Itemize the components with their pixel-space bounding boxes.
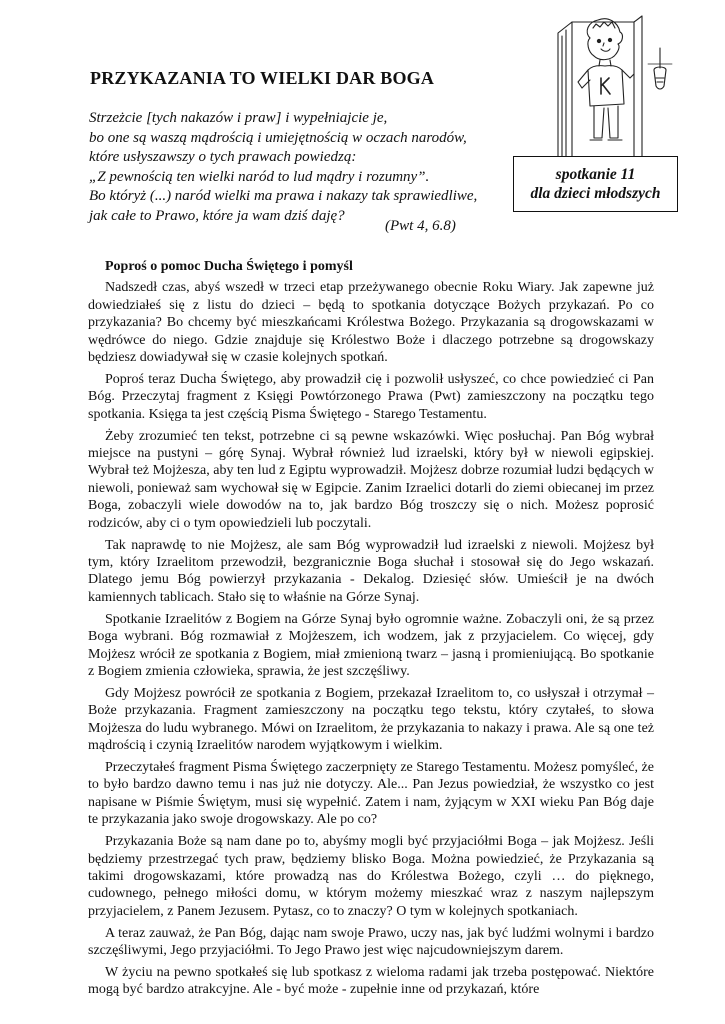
scripture-reference: (Pwt 4, 6.8) [385, 218, 456, 234]
paragraph: Przykazania Boże są nam dane po to, abyśmy mogli być przyjaciółmi Boga – jak Mojżesz. Jeśli będziemy przestrzegać tych praw, będziemy blisko Boga. Można powiedzieć, że Przykazania są takimi drogowskazami, które prowadzą nas do Królestwa Bożego, czyli … do pięknego, cudownego, pełnego miłości domu, w którym możemy mieszkać wraz z naszym najlepszym przyjacielem, z Panem Jezusem. Pytasz, co to znaczy? O tym w kolejnych spotkaniach. [88, 834, 654, 919]
quote-line: jak całe to Prawo, które ja wam dziś daję? [89, 207, 345, 224]
paragraph: W życiu na pewno spotkałeś się lub spotkasz z wieloma radami jak trzeba postępować. Niektóre mogą być bardzo atrakcyjne. Ale - być może - zupełnie inne od przykazań, które [88, 964, 654, 998]
paragraph: Przeczytałeś fragment Pisma Świętego zaczerpnięty ze Starego Testamentu. Możesz pomyśleć, że to było bardzo dawno temu i nas już nie dotyczy. Ale... Pan Jezus powiedział, że wszystko co jest napisane w Piśmie Świętym, musi się wypełnić. Zatem i nam, żyjącym w XXI wieku Pan Bóg daje te przykazania jako swoje drogowskazy. Ale po co? [88, 759, 654, 828]
quote-line: które usłyszawszy o tych prawach powiedzą: [89, 149, 357, 165]
page-title: PRZYKAZANIA TO WIELKI DAR BOGA [90, 68, 435, 88]
section-heading: Poproś o pomoc Ducha Świętego i pomyśl [105, 259, 353, 274]
quote-line: „Z pewnością ten wielki naród to lud mądry i rozumny”. [89, 168, 430, 185]
paragraph: A teraz zauważ, że Pan Bóg, dając nam swoje Prawo, uczy nas, jak być ludźmi wolnymi i bardzo szczęśliwymi, Jego przyjaciółmi. To Jego Prawo jest więc najcudowniejszym darem. [88, 925, 654, 959]
scripture-quote [89, 109, 509, 226]
child-at-door-illustration [538, 8, 688, 158]
meeting-audience: dla dzieci młodszych [530, 185, 661, 202]
quote-line: Strzeżcie [tych nakazów i praw] i wypełniajcie je, [89, 110, 388, 126]
paragraph: Spotkanie Izraelitów z Bogiem na Górze Synaj było ogromnie ważne. Zobaczyli oni, że są przez Boga wybrani. Bóg rozmawiał z Mojżeszem, ich wodzem, jak z przyjacielem. Co więcej, gdy Mojżesz wrócił ze spotkania z Bogiem, miał zmienioną twarz – jasną i promieniującą. Bo spotkanie z Bogiem zmienia człowieka, sprawia, że jest szczęśliwy. [88, 611, 654, 679]
meeting-number: spotkanie 11 [555, 166, 636, 183]
paragraph: Poproś teraz Ducha Świętego, aby prowadził cię i pozwolił usłyszeć, co chce powiedzieć ci Pan Bóg. Przeczytaj fragment z Księgi Powtórzonego Prawa (Pwt) zamieszczony na początku tego spotkania. Księga ta jest częścią Pisma Świętego - Starego Testamentu. [88, 371, 654, 422]
paragraph: Nadszedł czas, abyś wszedł w trzeci etap przeżywanego obecnie Roku Wiary. Jak zapewne już dowiedziałeś się z listu do dzieci – będą to spotkania dotyczące Bożych przykazań. Po co przykazania? Bo chcemy być mieszkańcami Królestwa Bożego. Przykazania są drogowskazami w wędrówce do niego. Gdzie znajduje się Królestwo Boże i dlaczego potrzebne są drogowskazy będziesz dowiadywał się w czasie kolejnych spotkań. [88, 280, 654, 366]
paragraph: Żeby zrozumieć ten tekst, potrzebne ci są pewne wskazówki. Więc posłuchaj. Pan Bóg wybrał miejsce na pustyni – górę Synaj. Wybrał również lud izraelski, który był w niewoli egipskiej. Wybrał też Mojżesza, aby ten lud z Egiptu wyprowadził. Mojżesz dobrze rozumiał ludzi będących w niewoli, ponieważ sam wychował się w Egipcie. Zanim Izraelici dotarli do ziemi obiecanej im przez Boga, zobaczyli wiele dowodów na to, jak bardzo Bóg troszczy się o nich. Możesz poprosić rodziców, aby ci o tym opowiedzieli lub poczytali. [88, 428, 654, 531]
main-text [88, 258, 654, 1003]
quote-line: Bo któryż (...) naród wielki ma prawa i nakazy tak sprawiedliwe, [89, 188, 478, 204]
quote-line: bo one są waszą mądrością i umiejętnością w oczach narodów, [89, 129, 467, 146]
paragraph: Tak naprawdę to nie Mojżesz, ale sam Bóg wyprowadził lud izraelski z niewoli. Mojżesz był tym, który Izraelitom przewodził, bezgranicznie Boga słuchał i stosował się do Jego wskazań. Dlatego jemu Bóg powierzył przykazania - Dekalog. Dziesięć słów. Umieścił je na dwóch kamiennych tablicach. Stało się to właśnie na Górze Synaj. [88, 537, 654, 605]
paragraph: Gdy Mojżesz powrócił ze spotkania z Bogiem, przekazał Izraelitom to, co usłyszał i otrzymał – Boże przykazania. Fragment zamieszczony na początku tego tekstu, który czytałeś, to słowa Mojżesza do ludu wybranego. Mówi on Izraelitom, że przykazania to nakazy i prawa. Ale są one też mądrością i czynią Izraelitów narodem wyjątkowym i wielkim. [88, 685, 654, 754]
meeting-label-box [513, 156, 678, 212]
